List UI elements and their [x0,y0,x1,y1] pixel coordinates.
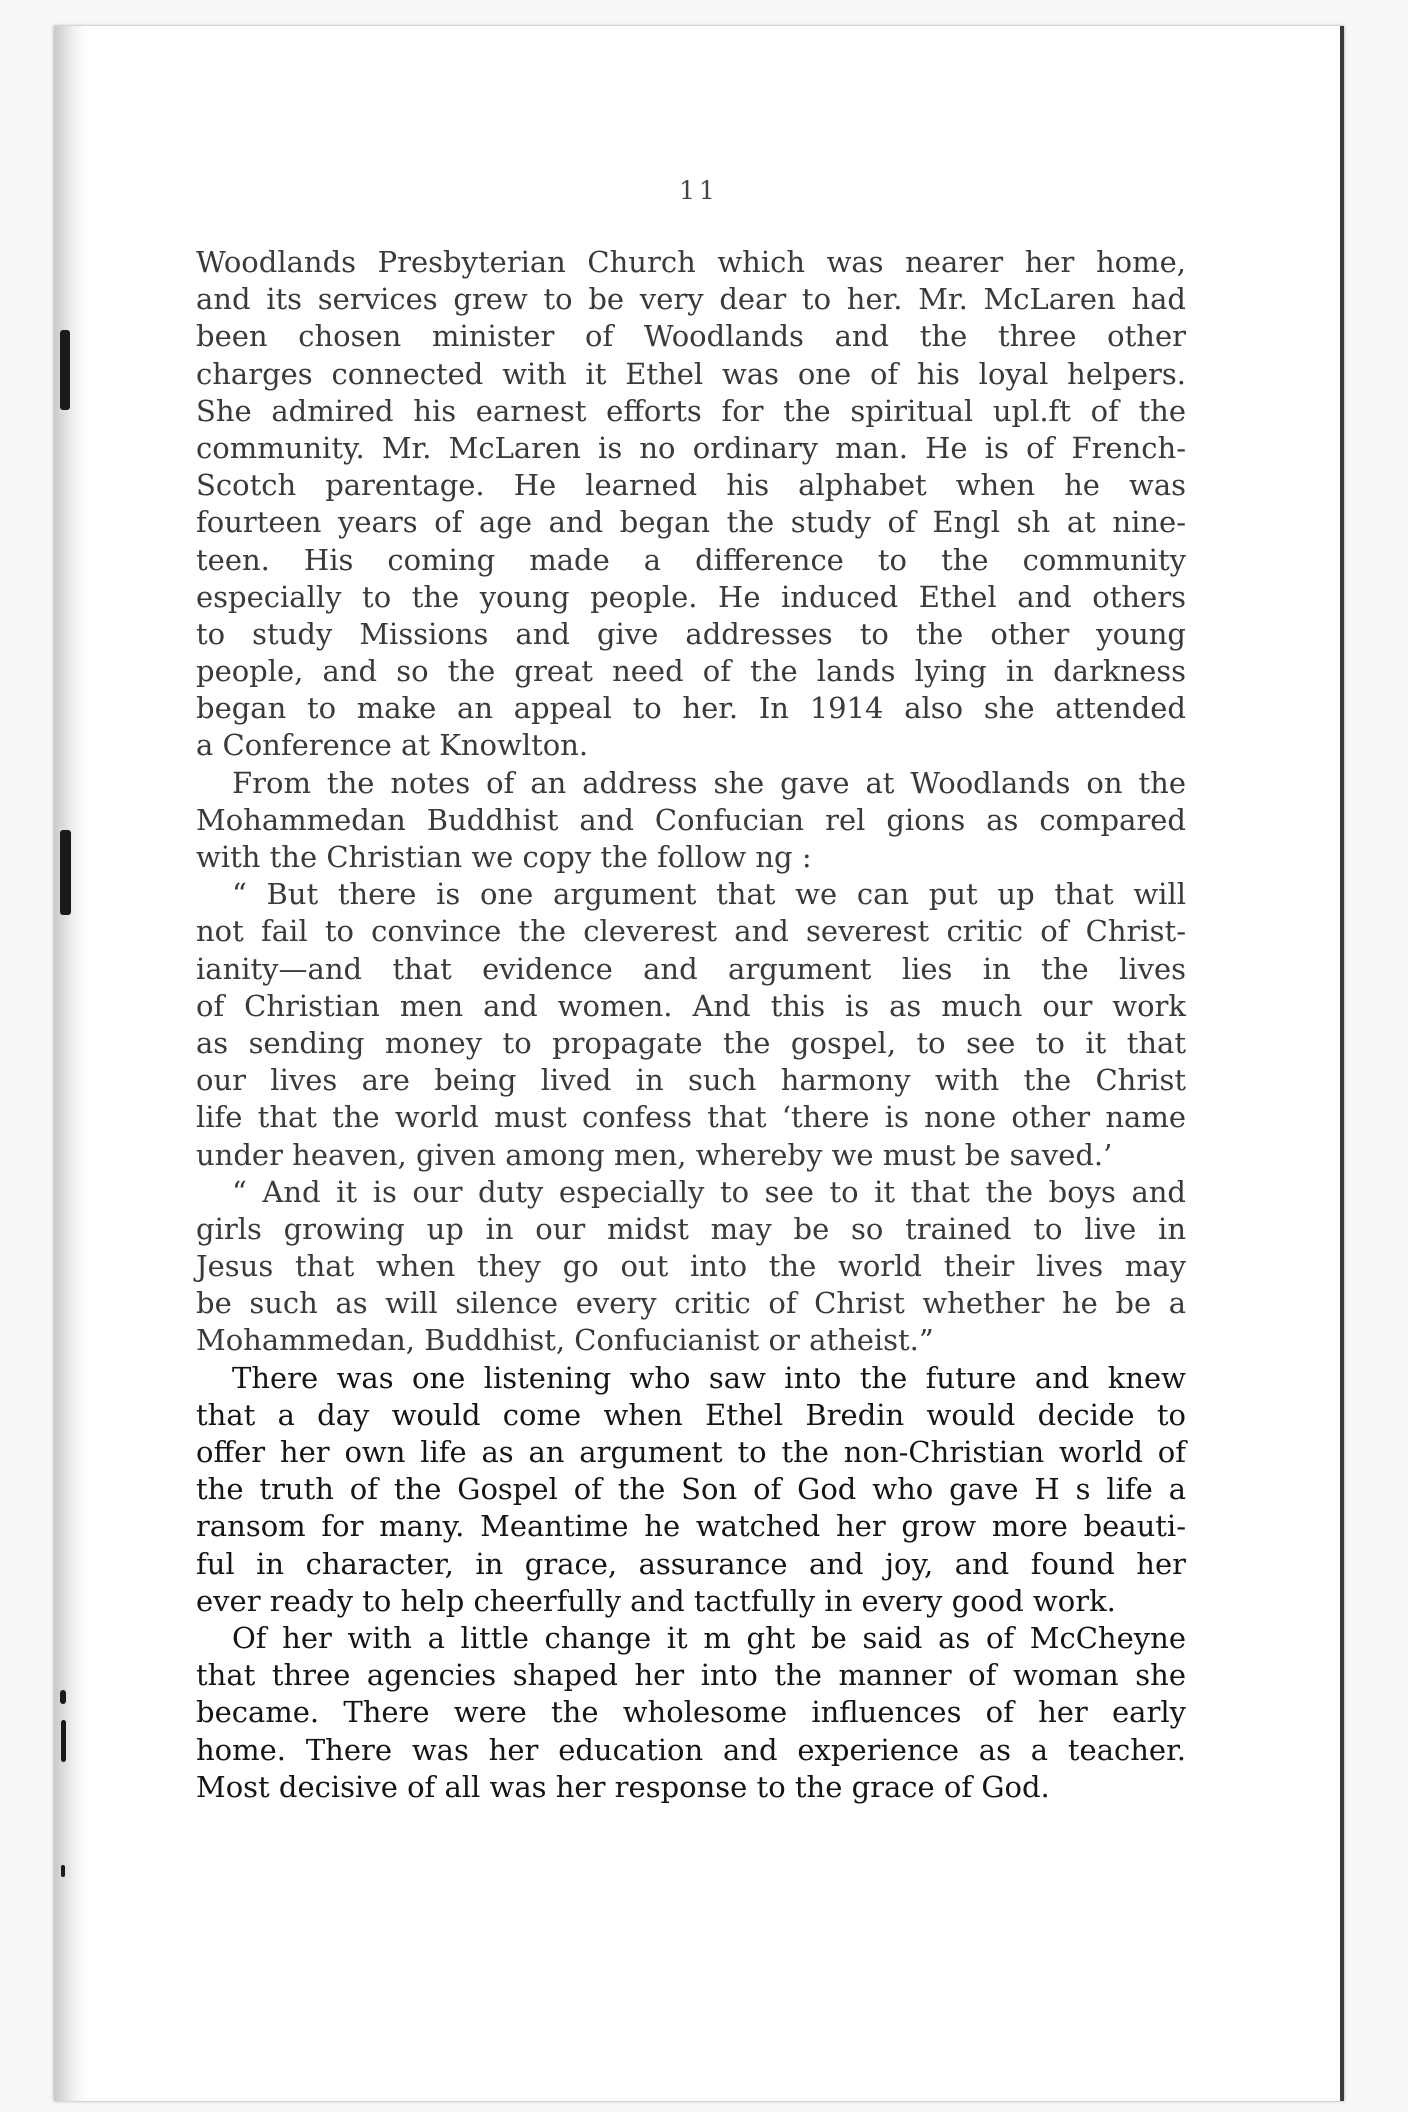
text-line: Of her with a little change it m ght be said as of McCheyne [232,1620,1186,1655]
text-line: life that the world must confess that ‘there is none other name [196,1100,1186,1135]
binding-mark [61,1865,65,1877]
text-line: girls growing up in our midst may be so trained to live in [196,1211,1186,1246]
text-line: of Christian men and women. And this is as much our work [196,988,1186,1023]
text-line: From the notes of an address she gave at Woodlands on the [232,765,1186,800]
text-line: There was one listening who saw into the future and knew [232,1360,1186,1395]
text-line: She admired his earnest efforts for the spiritual upl.ft of the [196,393,1186,428]
text-line: with the Christian we copy the follow ng : [196,840,812,874]
text-line: our lives are being lived in such harmony with the Christ [196,1063,1186,1098]
text-line: “ And it is our duty especially to see to it that the boys and [232,1174,1186,1209]
text-line: people, and so the great need of the lands lying in darkness [196,654,1186,689]
text-line: not fail to convince the cleverest and severest critic of Christ- [196,914,1186,949]
book-page [54,26,1344,2101]
text-line: “ But there is one argument that we can put up that will [232,877,1186,912]
text-line: community. Mr. McLaren is no ordinary man. He is of French- [196,430,1186,465]
text-line: teen. His coming made a difference to the community [196,542,1186,577]
text-line: Jesus that when they go out into the world their lives may [196,1249,1186,1284]
text-line: ianity—and that evidence and argument lies in the lives [196,951,1186,986]
text-line: a Conference at Knowlton. [196,728,589,763]
text-line: offer her own life as an argument to the non-Christian world of [196,1435,1186,1469]
text-line: be such as will silence every critic of Christ whether he be a [196,1286,1186,1321]
text-line: fourteen years of age and began the study of Engl sh at nine- [196,505,1186,540]
text-line: that three agencies shaped her into the manner of woman she [196,1658,1186,1693]
text-line: Woodlands Presbyterian Church which was nearer her home, [196,245,1186,279]
text-line: charges connected with it Ethel was one of his loyal helpers. [196,356,1186,391]
text-line: became. There were the wholesome influences of her early [196,1695,1186,1730]
text-line: ful in character, in grace, assurance and joy, and found her [196,1546,1186,1581]
text-line: as sending money to propagate the gospel, to see to it that [196,1025,1186,1060]
binding-mark [60,330,70,410]
binding-mark [60,830,71,915]
text-line: under heaven, given among men, whereby we must be saved.’ [196,1137,1113,1172]
text-line: Scotch parentage. He learned his alphabet when he was [196,468,1186,503]
text-line: the truth of the Gospel of the Son of God who gave H s life a [196,1472,1186,1507]
text-line: Mohammedan, Buddhist, Confucianist or atheist.” [196,1323,934,1358]
text-line: home. There was her education and experience as a teacher. [196,1732,1186,1767]
page-edge [1340,26,1344,2101]
text-line: to study Missions and give addresses to the other young [196,616,1186,651]
text-line: began to make an appeal to her. In 1914 also she attended [196,691,1186,726]
text-line: been chosen minister of Woodlands and the three other [196,319,1186,354]
text-line: Mohammedan Buddhist and Confucian rel gions as compared [196,802,1186,837]
text-line: especially to the young people. He induced Ethel and others [196,579,1186,614]
binding-mark [61,1720,66,1762]
body-text [196,244,1186,1806]
binding-mark [60,1690,66,1704]
text-line: ever ready to help cheerfully and tactfully in every good work. [196,1583,1116,1618]
text-line: and its services grew to be very dear to her. Mr. McLaren had [196,282,1186,317]
text-line: ransom for many. Meantime he watched her grow more beauti- [196,1509,1186,1544]
page-number: 11 [679,176,719,205]
text-line: Most decisive of all was her response to the grace of God. [196,1769,1050,1804]
text-line: that a day would come when Ethel Bredin would decide to [196,1397,1186,1432]
